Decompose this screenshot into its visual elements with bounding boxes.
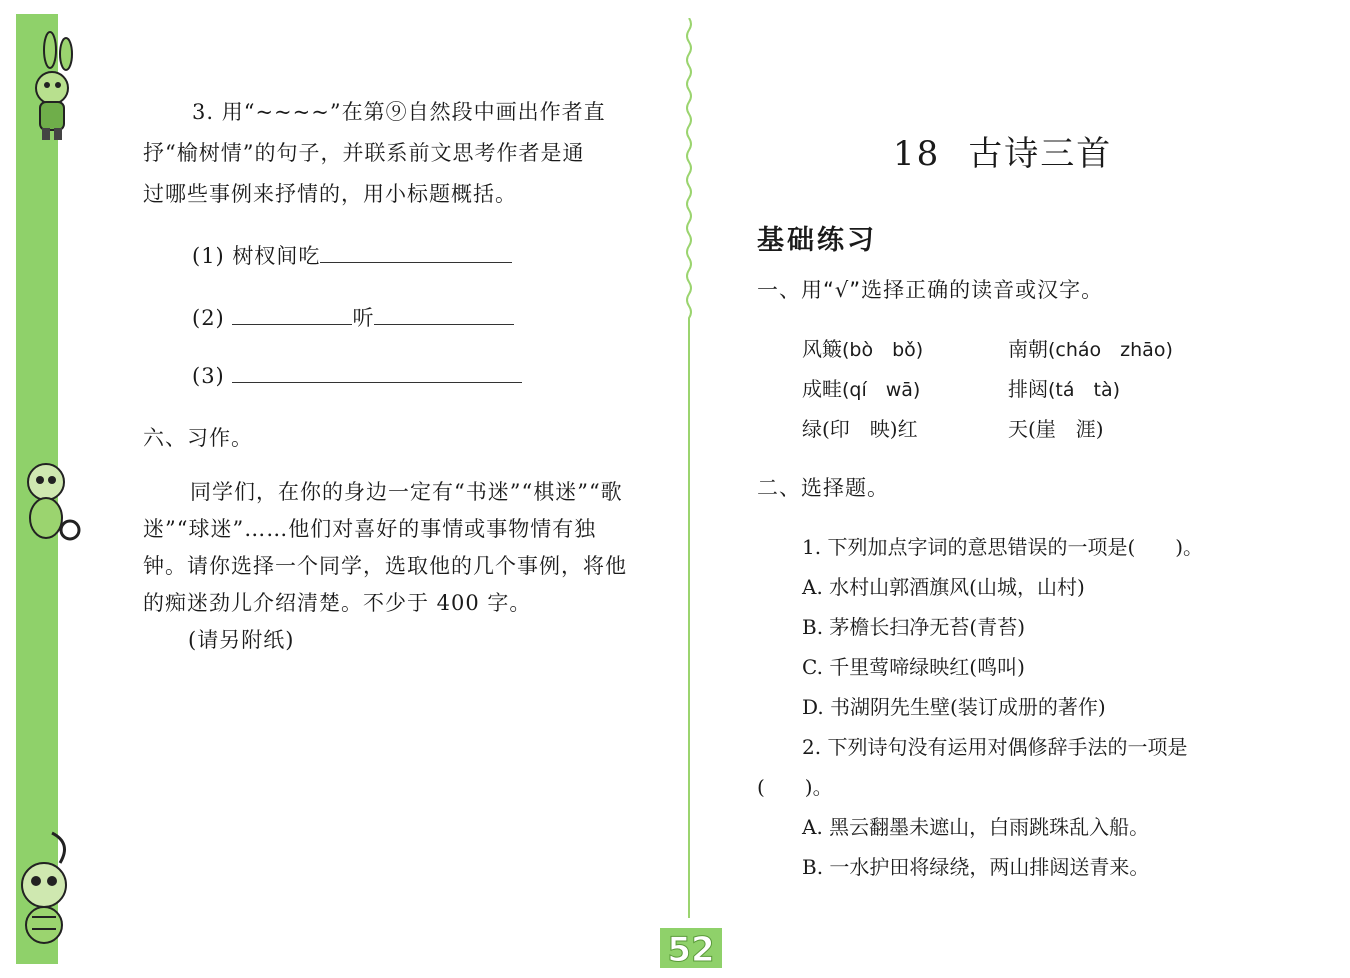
chapter-title xyxy=(893,126,1112,175)
blank-1-prefix: (1) 树杈间吃 xyxy=(192,244,321,268)
page-number: 52 xyxy=(660,928,722,968)
answer-blank-3[interactable] xyxy=(232,364,522,383)
blank-item-2 xyxy=(192,302,514,332)
page-gutter-wave xyxy=(684,18,694,918)
raccoon-illustration xyxy=(12,450,84,550)
question-2-line-2: ( )。 xyxy=(757,775,833,799)
section-6-para-3: 钟。请你选择一个同学，选取他的几个事例，将他 xyxy=(143,554,627,578)
part-2-heading: 二、选择题。 xyxy=(757,476,889,500)
q1-option-b: B. 茅檐长扫净无苔(青苔) xyxy=(802,615,1026,639)
answer-blank-2b[interactable] xyxy=(374,306,514,325)
blank-2-mid: 听 xyxy=(352,306,375,330)
q2-option-a: A. 黑云翻墨未遮山，白雨跳珠乱入船。 xyxy=(802,815,1150,839)
blank-2-prefix: (2) xyxy=(192,306,225,330)
question-1: 1. 下列加点字词的意思错误的一项是( )。 xyxy=(802,535,1204,559)
blank-item-1 xyxy=(192,240,512,270)
pinyin-item-1: 风簸(bò bǒ) xyxy=(802,337,924,361)
q3-line-3: 过哪些事例来抒情的，用小标题概括。 xyxy=(143,182,517,206)
answer-blank-2a[interactable] xyxy=(232,306,352,325)
section-6-note: (请另附纸) xyxy=(188,628,295,652)
section-6-para-2: 迷”“球迷”……他们对喜好的事情或事物情有独 xyxy=(143,517,597,541)
section-6-para-4: 的痴迷劲儿介绍清楚。不少于 400 字。 xyxy=(143,591,532,615)
chapter-name: 古诗三首 xyxy=(968,134,1113,174)
char-item-5: 绿(印 映)红 xyxy=(802,417,918,441)
rabbit-illustration xyxy=(12,28,82,143)
section-6-heading: 六、习作。 xyxy=(143,426,253,450)
section-title: 基础练习 xyxy=(757,225,877,256)
q1-option-d: D. 书湖阴先生壁(装订成册的著作) xyxy=(802,695,1106,719)
chapter-number: 18 xyxy=(893,134,941,174)
tiger-illustration xyxy=(12,825,84,950)
q2-option-b: B. 一水护田将绿绕，两山排闼送青来。 xyxy=(802,855,1150,879)
answer-blank-1[interactable] xyxy=(320,244,512,263)
blank-item-3 xyxy=(192,364,522,388)
section-6-para-1: 同学们，在你的身边一定有“书迷”“棋迷”“歌 xyxy=(190,480,623,504)
question-2-line-1: 2. 下列诗句没有运用对偶修辞手法的一项是 xyxy=(802,735,1188,759)
pinyin-item-3: 成畦(qí wā) xyxy=(802,377,921,401)
pinyin-item-4: 排闼(tá tà) xyxy=(1008,377,1121,401)
q3-line-2: 抒“榆树情”的句子，并联系前文思考作者是通 xyxy=(143,141,585,165)
pinyin-item-2: 南朝(cháo zhāo) xyxy=(1008,337,1173,361)
q1-option-c: C. 千里莺啼绿映红(鸣叫) xyxy=(802,655,1025,679)
q3-line-1: 3. 用“~~~~”在第⑨自然段中画出作者直 xyxy=(192,100,606,124)
char-item-6: 天(崖 涯) xyxy=(1008,417,1104,441)
blank-3-prefix: (3) xyxy=(192,364,225,388)
part-1-heading: 一、用“√”选择正确的读音或汉字。 xyxy=(757,278,1104,302)
q1-option-a: A. 水村山郭酒旗风(山城，山村) xyxy=(802,575,1085,599)
